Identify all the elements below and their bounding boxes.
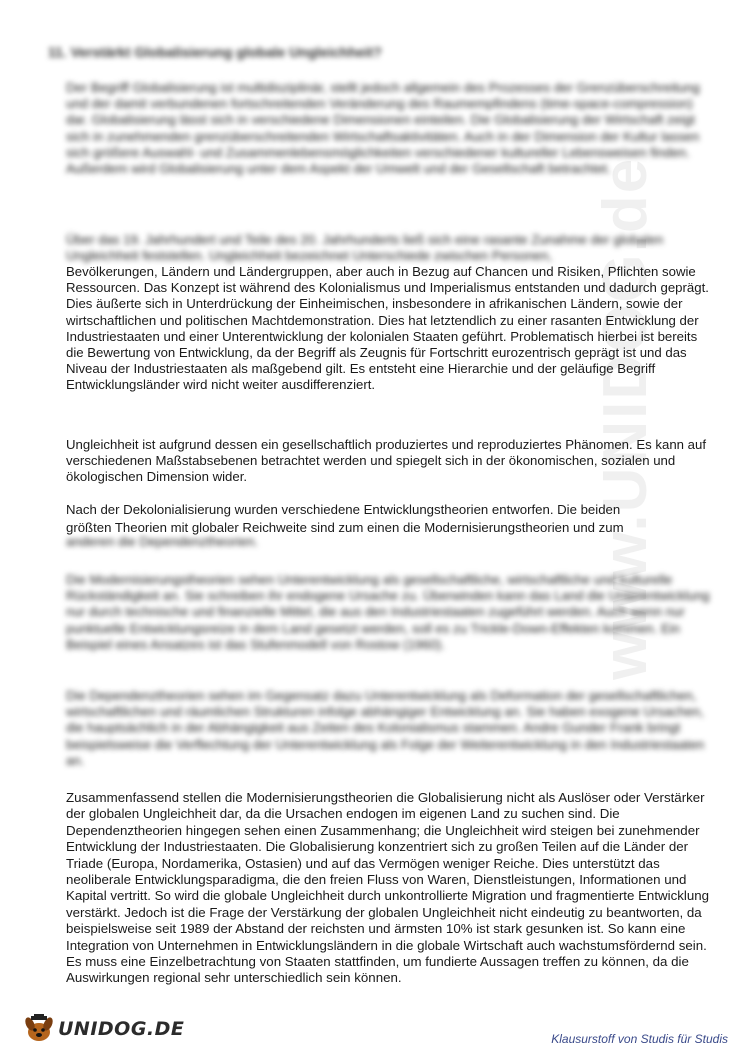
logo-text: UNIDOG.DE [58, 1018, 185, 1040]
paragraph-entwicklungstheorien-line3: anderen die Dependenztheorien. [66, 534, 259, 549]
paragraph-ungleichheit-kolonialismus: Bevölkerungen, Ländern und Ländergruppen, aber auch in Bezug auf Chancen und Risiken, Pflichten sowie Ressourcen. Das Konzept ist während des Kolonialismus und Imperialismus entstanden und dadurch geprägt. Dies äußerte sich in Unterdrückung der Einheimischen, insbesondere in afrikanischen Ländern, sowie der wirtschaftlichen und politischen Machtdemonstration. Dies hat letztendlich zu einer rasanten Entwicklung der Industriestaaten und einer Unterentwicklung der kolonialen Staaten geführt. Problematisch hierbei ist bereits die Bewertung von Entwicklung, da der Begriff als Zeugnis für Fortschritt eurozentrisch geprägt ist und das Niveau der Industriestaaten als maßgebend gilt. Es entsteht eine Hierarchie und der geläufige Begriff Entwicklungsländer wird nicht weiter ausdifferenziert. [66, 264, 709, 393]
footer-tagline: Klausurstoff von Studis für Studis [551, 1032, 728, 1046]
paragraph-modernisierungstheorien: Die Modernisierungstheorien sehen Unterentwicklung als gesellschaftliche, wirtschaftliche und kulturelle Rückständigkeit an. Sie schreiben ihr endogene Ursache zu. Überwinden kann das Land die Unterentwicklung nur durch technische und finanzielle Mittel, die aus den Industriestaaten zugeführt werden. Auch wenn nur punktuelle Entwicklungsreize in dem Land gesetzt werden, soll es zu Trickle-Down-Effekten kommen. Ein Beispiel eines Ansatzes ist das Stufenmodell von Rostow (1960). [66, 572, 710, 652]
paragraph-dependenztheorien: Die Dependenztheorien sehen im Gegensatz dazu Unterentwicklung als Deformation der gesellschaftlichen, wirtschaftlichen und räumlichen Strukturen infolge abhängiger Entwicklung an. Sie haben exogene Ursachen, die hauptsächlich in der Abhängigkeit aus Zeiten des Kolonialismus stammen. Andre Gunder Frank bringt beispielsweise die Verflechtung der Unterentwicklung als Folge der Weiterentwicklung in den Industriestaaten an. [66, 688, 705, 768]
watermark: www.UNIDOG.de [591, 156, 660, 680]
paragraph-zusammenfassung: Zusammenfassend stellen die Modernisierungstheorien die Globalisierung nicht als Auslöser oder Verstärker der globalen Ungleichheit dar, da die Ursachen endogen im eigenen Land zu suchen sind. Die Dependenztheorien hingegen sehen einen Zusammenhang; die Ungleichheit wird steigen bei zunehmender Entwicklung der Industriestaaten. Die Globalisierung konzentriert sich zu großen Teilen auf die Länder der Triade (Europa, Nordamerika, Ostasien) und auf das Vermögen weniger Reiche. Dies unterstützt das neoliberale Entwicklungsparadigma, die den freien Fluss von Waren, Dienstleistungen, Informationen und Kapital vertritt. So wird die globale Ungleichheit durch unkontrollierte Migration und fragmentierte Entwicklung verstärkt. Jedoch ist die Frage der Verstärkung der globalen Ungleichheit nicht eindeutig zu beantworten, da beispielsweise seit 1989 der Abstand der reichsten und ärmsten 10% ist stark gesunken ist. So kann eine Integration von Unternehmen in Entwicklungsländern in die globale Wirtschaft auch wachstumsfördernd sein. Es muss eine Einzelbetrachtung von Staaten stattfinden, um fundierte Aussagen treffen zu können, da die Auswirkungen regional sehr unterschiedlich sein können. [66, 790, 710, 986]
paragraph-ungleichheit-phaenomen: Ungleichheit ist aufgrund dessen ein gesellschaftlich produziertes und reproduziertes Phänomen. Es kann auf verschiedenen Maßstabsebenen betrachtet werden und spiegelt sich in der ökonomischen, sozialen und ökologischen Dimension wider. [66, 437, 706, 485]
section-heading: 11. Verstärkt Globalisierung globale Ungleichheit? [48, 44, 382, 60]
dog-logo-icon [22, 1014, 56, 1044]
paragraph-ungleichheit-intro-blurred: Über das 19. Jahrhundert und Teile des 20. Jahrhunderts ließ sich eine rasante Zunahme der globalen Ungleichheit feststellen. Ungleichheit bezeichnet Unterschiede zwischen Personen, [66, 232, 664, 264]
paragraph-entwicklungstheorien-line1: Nach der Dekolonialisierung wurden verschiedene Entwicklungstheorien entworfen. Die beiden [66, 502, 621, 517]
footer-logo[interactable] [22, 1014, 184, 1044]
paragraph-globalisierung-definition: Der Begriff Globalisierung ist multidisziplinär, stellt jedoch allgemein des Prozesses der Grenzüberschreitung und der damit verbundenen fortschreitenden Veränderung des Raumempfindens (time-space-compression) dar. Globalisierung lässt sich in verschiedene Dimensionen einteilen. Die Globalisierung der Wirtschaft zeigt sich in zunehmenden grenzüberschreitenden Wirtschaftsaktivitäten. Auch in der Dimension der Kultur lassen sich größere Auswahl- und Zusammenlebensmöglichkeiten verschiedener kultureller Lebensweisen finden. Außerdem wird Globalisierung unter dem Aspekt der Umwelt und der Gesellschaft betrachtet. [66, 80, 700, 177]
paragraph-entwicklungstheorien-line2: größten Theorien mit globaler Reichweite sind zum einen die Modernisierungstheorien und zum [66, 520, 624, 535]
